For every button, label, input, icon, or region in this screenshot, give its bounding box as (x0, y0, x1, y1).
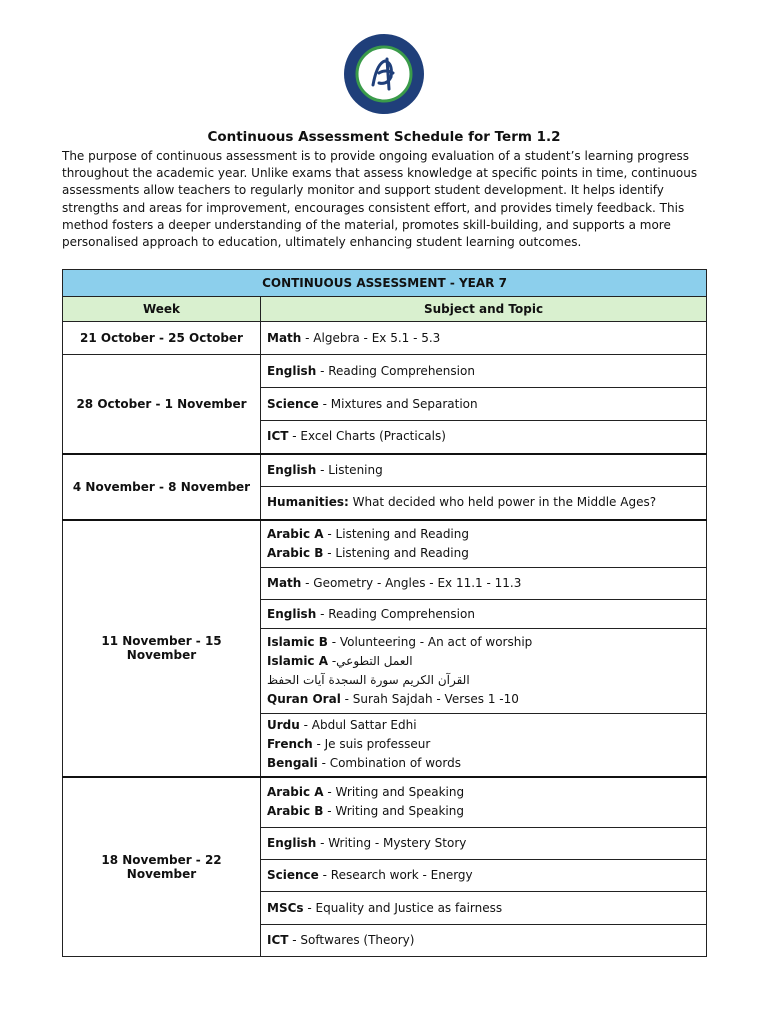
subject-name: Humanities: (267, 495, 349, 510)
subject-topic: - Listening (316, 462, 383, 477)
document-title: Continuous Assessment Schedule for Term 1.2 (207, 129, 561, 145)
subject-name: Arabic B (267, 545, 324, 560)
subject-topic: - Je suis professeur (312, 737, 431, 752)
table-row (63, 454, 707, 487)
subject-name: Arabic A (267, 526, 324, 541)
school-logo (343, 33, 425, 115)
subject-name: Islamic A (267, 654, 329, 668)
subject-topic: -العمل التطوعي (328, 654, 413, 668)
intro-paragraph: The purpose of continuous assessment is to provide ongoing evaluation of a student’s learning progress throughout the academic year. Unlike exams that assess knowledge at specific points in time, continuous assessments allow teachers to regularly monitor and support student development. It helps identify strengths and areas for improvement, encourages consistent effort, and provides timely feedback. This method fosters a deeper understanding of the material, promotes skill-building, and supports a more personalised approach to education, ultimately enhancing student learning outcomes. (62, 149, 698, 250)
subject-name: Arabic A (267, 785, 324, 800)
subject-cell (261, 777, 707, 828)
subject-topic: - Abdul Sattar Edhi (299, 718, 417, 733)
subject-name: Islamic B (267, 635, 328, 649)
subject-topic: - Volunteering - An act of worship (327, 635, 533, 649)
assessment-table (62, 269, 707, 957)
subject-topic: - Writing and Speaking (323, 804, 464, 819)
subject-cell (261, 388, 707, 421)
subject-name: Science (267, 868, 319, 882)
subject-name: English (267, 606, 317, 621)
subject-name: ICT (267, 429, 289, 444)
subject-topic: - Research work - Energy (318, 868, 473, 882)
subject-name: Bengali (267, 756, 318, 771)
table-row (63, 322, 707, 355)
subject-name: Science (267, 396, 319, 411)
subject-cell (261, 355, 707, 388)
subject-topic: - Geometry - Angles - Ex 11.1 - 11.3 (301, 576, 522, 590)
subject-cell (261, 714, 707, 777)
subject-topic: - Algebra - Ex 5.1 - 5.3 (301, 330, 441, 345)
table-row (63, 777, 707, 828)
table-row (63, 355, 707, 388)
subject-topic: القرآن الكريم سورة السجدة آيات الحفظ (267, 673, 470, 687)
subject-topic: - Equality and Justice as fairness (303, 900, 503, 915)
subject-topic: - Writing and Speaking (323, 785, 465, 800)
subject-name: ICT (267, 933, 289, 947)
subject-cell (261, 520, 707, 568)
subject-name: English (267, 836, 317, 850)
subject-name: English (267, 363, 317, 378)
subject-name: French (267, 737, 313, 752)
subject-cell (261, 925, 707, 957)
subject-topic: - Excel Charts (Practicals) (288, 429, 446, 444)
subject-cell (261, 454, 707, 487)
subject-topic: - Reading Comprehension (316, 606, 475, 621)
subject-cell (261, 487, 707, 520)
week-label: 28 October - 1 November (63, 355, 261, 454)
subject-cell (261, 892, 707, 925)
subject-topic: - Listening and Reading (323, 526, 469, 541)
subject-cell (261, 421, 707, 454)
week-label: 11 November - 15 November (63, 520, 261, 777)
subject-name: Quran Oral (267, 692, 341, 706)
subject-topic: - Writing - Mystery Story (316, 836, 467, 850)
subject-name: Arabic B (267, 804, 324, 819)
subject-topic: - Combination of words (317, 756, 461, 771)
subject-cell (261, 568, 707, 600)
subject-cell (261, 860, 707, 892)
subject-name: Math (267, 576, 302, 590)
subject-topic: - Mixtures and Separation (318, 396, 478, 411)
subject-name: Math (267, 330, 302, 345)
subject-cell (261, 828, 707, 860)
table-row (63, 520, 707, 568)
week-label: 18 November - 22 November (63, 777, 261, 957)
table-title: CONTINUOUS ASSESSMENT - YEAR 7 (63, 270, 707, 297)
subject-topic: - Softwares (Theory) (288, 933, 415, 947)
subject-topic: - Reading Comprehension (316, 363, 475, 378)
column-header-subject: Subject and Topic (261, 297, 707, 322)
subject-cell (261, 322, 707, 355)
subject-topic: - Listening and Reading (323, 545, 469, 560)
column-header-week: Week (63, 297, 261, 322)
subject-topic: - Surah Sajdah - Verses 1 -10 (340, 692, 519, 706)
subject-name: MSCs (267, 900, 304, 915)
week-label: 21 October - 25 October (63, 322, 261, 355)
subject-name: Urdu (267, 718, 300, 733)
week-label: 4 November - 8 November (63, 454, 261, 520)
subject-cell (261, 629, 707, 714)
subject-topic: What decided who held power in the Middle Ages? (348, 495, 657, 510)
subject-cell (261, 600, 707, 629)
subject-name: English (267, 462, 317, 477)
